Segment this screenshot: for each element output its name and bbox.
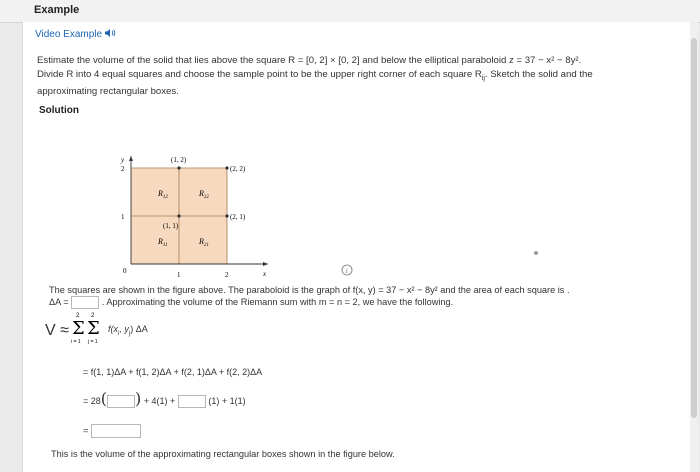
video-example-label[interactable]: Video Example (35, 29, 103, 40)
y-tick-1: 1 (121, 213, 125, 221)
content-card (22, 22, 694, 472)
squares-shown-text: The squares are shown in the figure above. The paraboloid is the graph of f(x, y) = 37 − x² − 8y² and the area of each square is . (49, 285, 570, 295)
x-tick-2: 2 (225, 271, 229, 279)
volume-answer-input[interactable] (91, 424, 141, 438)
point-1-1 (177, 214, 180, 217)
page-title: Example (34, 4, 80, 16)
v-approx-label: V ≈ (45, 322, 69, 339)
header-bar (0, 0, 700, 23)
svg-text:2: 2 (91, 313, 95, 319)
point-1-2 (177, 166, 180, 169)
point-2-2 (225, 166, 228, 169)
problem-line-1: Estimate the volume of the solid that lies above the square R = [0, 2] × [0, 2] and below the elliptical paraboloid z = 37 − x² − 8y². (37, 55, 582, 66)
r22-sub: 22 (203, 195, 209, 200)
svg-text:j = 1: j = 1 (88, 339, 98, 345)
r12-sub: 12 (162, 195, 168, 200)
label-1-2: (1, 2) (171, 156, 187, 164)
y-axis-label: y (121, 156, 125, 164)
point-2-1 (225, 214, 228, 217)
label-2-2: (2, 2) (230, 165, 246, 173)
double-sum (71, 310, 107, 346)
r21-sub: 21 (203, 243, 209, 248)
y-tick-2: 2 (121, 165, 125, 173)
svg-text:2: 2 (76, 313, 80, 319)
origin-label: 0 (123, 267, 127, 275)
decorative-dot (534, 251, 538, 255)
delta-a-label: ΔA = (49, 297, 69, 307)
info-icon[interactable] (341, 263, 353, 275)
label-1-1: (1, 1) (163, 222, 179, 230)
evaluation-line: = 28( ) + 4(1) + (1) + 1(1) (83, 389, 246, 408)
scrollbar-thumb[interactable] (691, 38, 697, 418)
x-tick-1: 1 (177, 271, 181, 279)
r12-label: R (158, 189, 163, 198)
evaluation-answer-input-1[interactable] (107, 395, 135, 408)
r22-label: R (199, 189, 204, 198)
delta-a-answer-input[interactable] (71, 296, 99, 309)
evaluation-answer-input-2[interactable] (178, 395, 206, 408)
r21-label: R (199, 237, 204, 246)
result-line: = (83, 424, 141, 438)
svg-text:i: i (345, 267, 348, 275)
svg-text:i = 1: i = 1 (71, 339, 81, 345)
grid-diagram (93, 134, 283, 294)
problem-statement (37, 54, 677, 98)
expansion-line: = f(1, 1)ΔA + f(1, 2)ΔA + f(2, 1)ΔA + f(2, 2)ΔA (83, 367, 263, 377)
r11-sub: 11 (162, 243, 168, 248)
svg-text:Σ: Σ (72, 318, 85, 339)
region-figure (93, 134, 283, 294)
sum-term: $f(x_i$, $y_j$) ΔA (108, 324, 148, 337)
speaker-icon[interactable] (104, 28, 116, 38)
delta-a-line (49, 296, 669, 309)
video-example-link[interactable] (35, 28, 116, 40)
x-axis-label: x (263, 270, 267, 278)
footer-text: This is the volume of the approximating rectangular boxes shown in the figure below. (51, 449, 395, 459)
problem-line-2: Divide R into 4 equal squares and choose the sample point to be the upper right corner of each square $R_{ij}$. Sketch the solid and the (37, 68, 593, 82)
label-2-1: (2, 1) (230, 213, 246, 221)
problem-line-3: approximating rectangular boxes. (37, 85, 179, 97)
svg-text:Σ: Σ (87, 318, 100, 339)
approx-text: . Approximating the volume of the Riemann sum with m = n = 2, we have the following. (101, 297, 454, 307)
r11-label: R (158, 237, 163, 246)
solution-heading: Solution (39, 105, 79, 116)
